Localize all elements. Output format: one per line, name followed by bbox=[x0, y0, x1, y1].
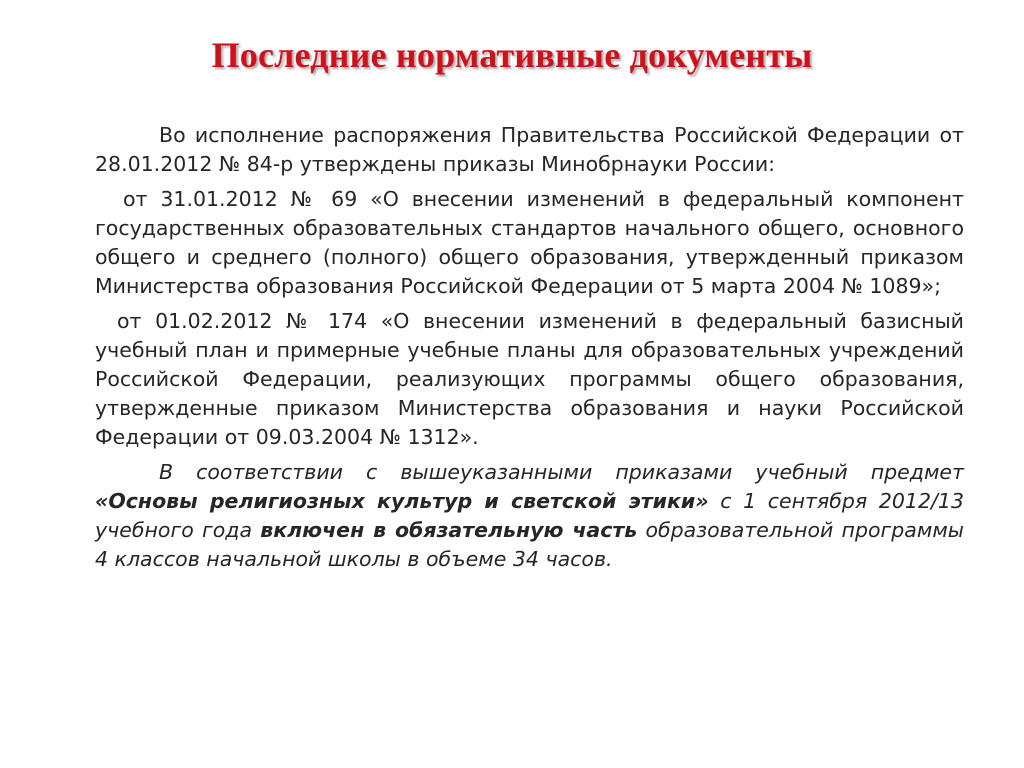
slide-body bbox=[95, 121, 964, 580]
conclusion-text-2: с 1 сентября 2012/13 учебного года bbox=[95, 489, 964, 542]
conclusion-text-1: В соответствии с вышеуказанными приказами учебный предмет bbox=[159, 460, 964, 484]
paragraph-conclusion bbox=[95, 458, 964, 574]
slide-title: Последние нормативные документы bbox=[211, 35, 813, 75]
paragraph-intro: Во исполнение распоряжения Правительства Российской Федерации от 28.01.2012 № 84-р утверждены приказы Минобрнауки России: bbox=[95, 123, 964, 176]
paragraph-order-174: от 01.02.2012 № 174 «О внесении изменений в федеральный базисный учебный план и примерные учебные планы для образовательных учреждений Российской Федерации, реализующих программы общего образования, утвержденные приказом Министерства образования и науки Российской Федерации от 09.03.2004 № 1312». bbox=[95, 309, 964, 449]
mandatory-part-emphasis: включен в обязательную часть bbox=[260, 518, 638, 542]
subject-name: «Основы религиозных культур и светской этики» bbox=[95, 489, 709, 513]
paragraph-order-69: от 31.01.2012 № 69 «О внесении изменений в федеральный компонент государственных образовательных стандартов начального общего, основного общего и среднего (полного) общего образования, утвержденный приказом Министерства образования Российской Федерации от 5 марта 2004 № 1089»; bbox=[95, 187, 964, 298]
conclusion-text-3: образовательной программы 4 классов начальной школы в объеме 34 часов. bbox=[95, 518, 964, 571]
